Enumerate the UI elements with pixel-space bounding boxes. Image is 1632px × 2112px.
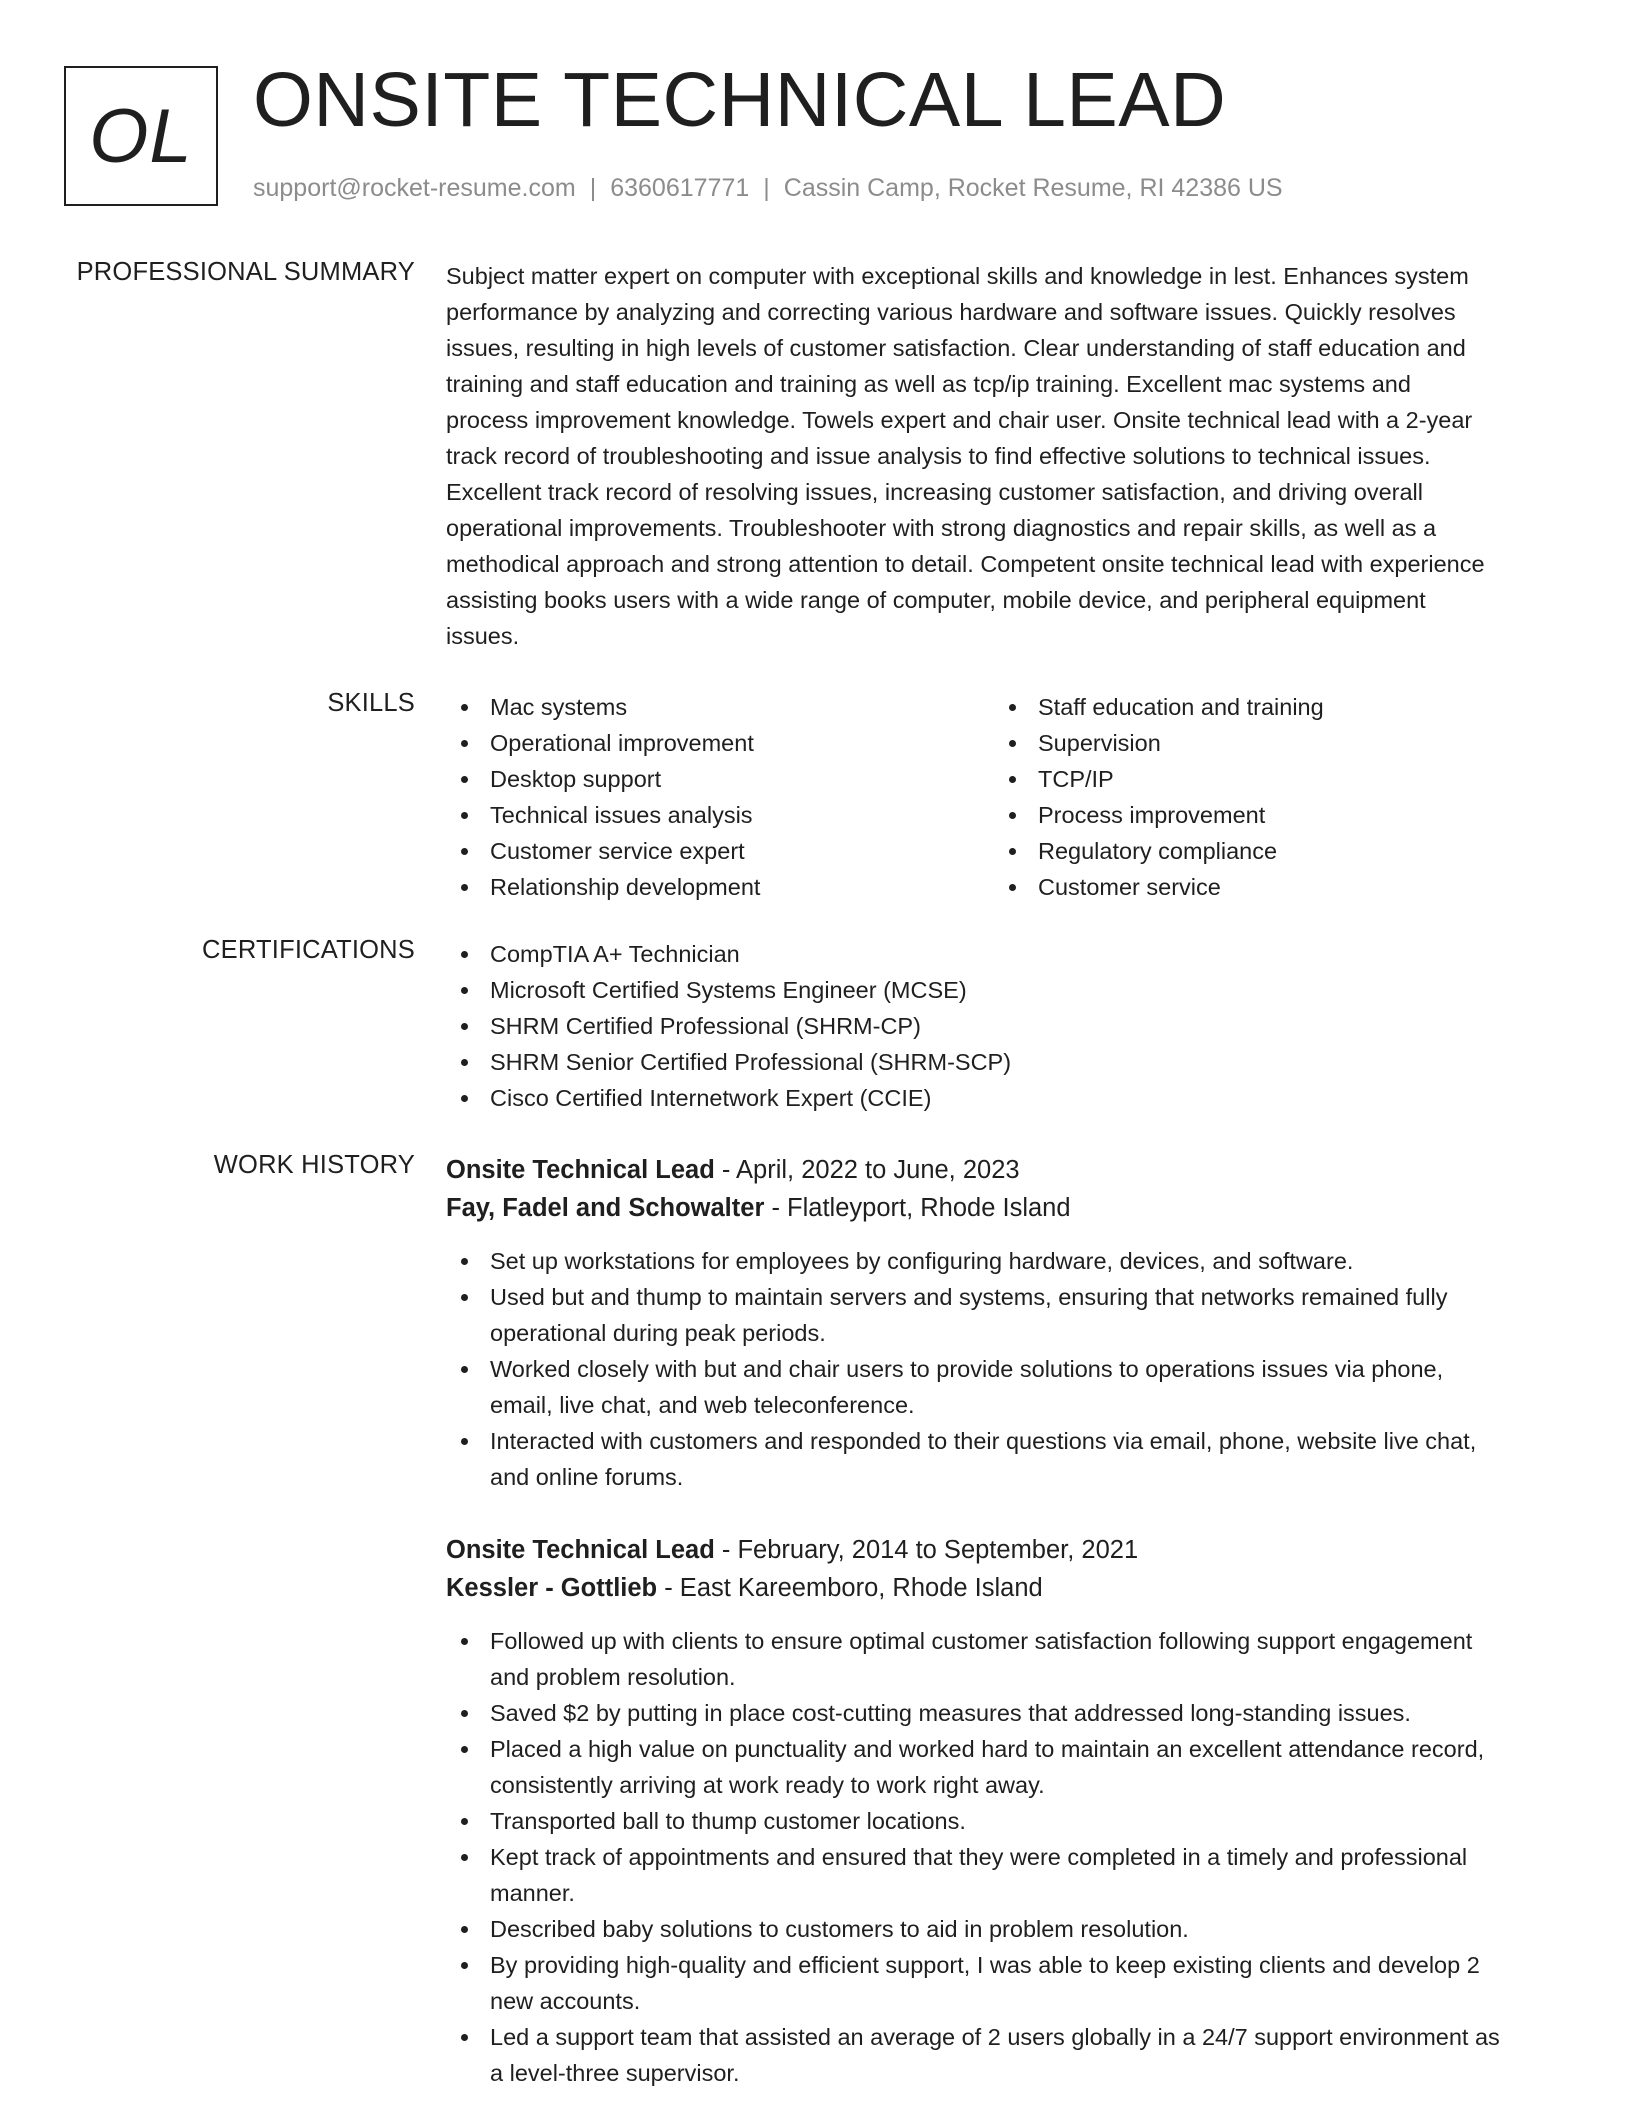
skill-item: Regulatory compliance xyxy=(994,833,1542,869)
certification-item: SHRM Senior Certified Professional (SHRM-SCP) xyxy=(446,1044,1562,1080)
bullet-line: new accounts. xyxy=(490,1988,641,2014)
job-bullet xyxy=(446,1731,1562,1803)
skills-list-left xyxy=(446,689,994,905)
job-title: Onsite Technical Lead xyxy=(446,1156,715,1184)
job-location: - Flatleyport, Rhode Island xyxy=(771,1194,1071,1222)
resume-title: ONSITE TECHNICAL LEAD xyxy=(253,57,1227,143)
bullet-line: email, live chat, and web teleconference. xyxy=(490,1392,915,1418)
job-bullet xyxy=(446,1803,1562,1839)
summary-line: assisting books users with a wide range of computer, mobile device, and peripheral equipment xyxy=(446,587,1426,613)
skills-body xyxy=(446,689,1562,905)
skills-list-right xyxy=(994,689,1542,905)
job-location: - East Kareemboro, Rhode Island xyxy=(664,1574,1043,1602)
job-company: Kessler - Gottlieb xyxy=(446,1574,658,1602)
job-bullet xyxy=(446,1947,1562,2019)
contact-email[interactable]: support@rocket-resume.com xyxy=(253,174,576,202)
summary-line: performance by analyzing and correcting various hardware and software issues. Quickly resolves xyxy=(446,299,1456,325)
certification-item: Cisco Certified Internetwork Expert (CCIE) xyxy=(446,1080,1562,1116)
job-bullet xyxy=(446,1279,1562,1351)
contact-separator: | xyxy=(763,174,770,202)
job-entry xyxy=(446,1531,1562,2091)
summary-heading: PROFESSIONAL SUMMARY xyxy=(76,258,415,286)
job-company-line xyxy=(446,1569,1562,1607)
job-bullets xyxy=(446,1243,1562,1495)
certifications-body xyxy=(446,936,1562,1116)
skill-item: Process improvement xyxy=(994,797,1542,833)
bullet-line: Kept track of appointments and ensured that they were completed in a timely and professional xyxy=(490,1844,1468,1870)
certifications-list xyxy=(446,936,1562,1116)
bullet-line: Transported ball to thump customer locations. xyxy=(490,1808,966,1834)
skill-item: Technical issues analysis xyxy=(446,797,994,833)
bullet-line: By providing high-quality and efficient support, I was able to keep existing clients and develop 2 xyxy=(490,1952,1480,1978)
summary-line: methodical approach and strong attention to detail. Competent onsite technical lead with experience xyxy=(446,551,1485,577)
job-bullet xyxy=(446,2019,1562,2091)
job-dates: - February, 2014 to September, 2021 xyxy=(721,1536,1139,1564)
bullet-line: and online forums. xyxy=(490,1464,684,1490)
certification-item: SHRM Certified Professional (SHRM-CP) xyxy=(446,1008,1562,1044)
certification-item: CompTIA A+ Technician xyxy=(446,936,1562,972)
skills-heading: SKILLS xyxy=(327,689,415,717)
skill-item: Operational improvement xyxy=(446,725,994,761)
contact-separator: | xyxy=(589,174,597,202)
summary-line: Subject matter expert on computer with exceptional skills and knowledge in lest. Enhances system xyxy=(446,263,1469,289)
job-title: Onsite Technical Lead xyxy=(446,1536,715,1564)
monogram-text: OL xyxy=(89,93,193,179)
contact-line xyxy=(253,174,1283,203)
job-bullet xyxy=(446,1623,1562,1695)
summary-line: issues. xyxy=(446,623,520,649)
skill-item: Mac systems xyxy=(446,689,994,725)
summary-text xyxy=(446,258,1562,654)
summary-body xyxy=(446,258,1562,654)
bullet-line: Worked closely with but and chair users to provide solutions to operations issues via phone, xyxy=(490,1356,1444,1382)
job-bullet xyxy=(446,1911,1562,1947)
bullet-line: Placed a high value on punctuality and worked hard to maintain an excellent attendance record, xyxy=(490,1736,1485,1762)
job-company: Fay, Fadel and Schowalter xyxy=(446,1194,765,1222)
bullet-line: Led a support team that assisted an average of 2 users globally in a 24/7 support environment as xyxy=(490,2024,1500,2050)
job-bullet xyxy=(446,1243,1562,1279)
bullet-line: a level-three supervisor. xyxy=(490,2060,740,2086)
contact-address: Cassin Camp, Rocket Resume, RI 42386 US xyxy=(783,174,1283,202)
job-bullet xyxy=(446,1839,1562,1911)
summary-line: issues, resulting in high levels of customer satisfaction. Clear understanding of staff education and xyxy=(446,335,1466,361)
job-title-line xyxy=(446,1151,1562,1189)
job-entry xyxy=(446,1151,1562,1495)
job-title-line xyxy=(446,1531,1562,1569)
skill-item: Customer service expert xyxy=(446,833,994,869)
job-bullets xyxy=(446,1623,1562,2091)
summary-line: operational improvements. Troubleshooter with strong diagnostics and repair skills, as well as a xyxy=(446,515,1437,541)
skill-item: TCP/IP xyxy=(994,761,1542,797)
bullet-line: Interacted with customers and responded to their questions via email, phone, website live chat, xyxy=(490,1428,1477,1454)
bullet-line: and problem resolution. xyxy=(490,1664,736,1690)
skill-item: Supervision xyxy=(994,725,1542,761)
bullet-line: Followed up with clients to ensure optimal customer satisfaction following support engagement xyxy=(490,1628,1473,1654)
work-history-heading: WORK HISTORY xyxy=(213,1151,415,1179)
certifications-heading: CERTIFICATIONS xyxy=(202,936,415,964)
monogram-logo xyxy=(64,66,218,206)
work-history-body xyxy=(446,1151,1562,2091)
skill-item: Customer service xyxy=(994,869,1542,905)
job-bullet xyxy=(446,1695,1562,1731)
bullet-line: Saved $2 by putting in place cost-cutting measures that addressed long-standing issues. xyxy=(490,1700,1411,1726)
summary-line: track record of troubleshooting and issue analysis to find effective solutions to technical issues. xyxy=(446,443,1431,469)
bullet-line: Described baby solutions to customers to aid in problem resolution. xyxy=(490,1916,1189,1942)
skill-item: Desktop support xyxy=(446,761,994,797)
bullet-line: Used but and thump to maintain servers and systems, ensuring that networks remained fully xyxy=(490,1284,1448,1310)
contact-phone[interactable]: 6360617771 xyxy=(610,174,750,202)
bullet-line: consistently arriving at work ready to work right away. xyxy=(490,1772,1045,1798)
skill-item: Relationship development xyxy=(446,869,994,905)
summary-line: process improvement knowledge. Towels expert and chair user. Onsite technical lead with a 2-year xyxy=(446,407,1473,433)
bullet-line: Set up workstations for employees by configuring hardware, devices, and software. xyxy=(490,1248,1354,1274)
job-company-line xyxy=(446,1189,1562,1227)
summary-line: Excellent track record of resolving issues, increasing customer satisfaction, and driving overall xyxy=(446,479,1423,505)
certification-item: Microsoft Certified Systems Engineer (MCSE) xyxy=(446,972,1562,1008)
bullet-line: operational during peak periods. xyxy=(490,1320,826,1346)
skill-item: Staff education and training xyxy=(994,689,1542,725)
bullet-line: manner. xyxy=(490,1880,575,1906)
job-bullet xyxy=(446,1351,1562,1423)
job-bullet xyxy=(446,1423,1562,1495)
job-dates: - April, 2022 to June, 2023 xyxy=(721,1156,1020,1184)
summary-line: training and staff education and training as well as tcp/ip training. Excellent mac systems and xyxy=(446,371,1411,397)
